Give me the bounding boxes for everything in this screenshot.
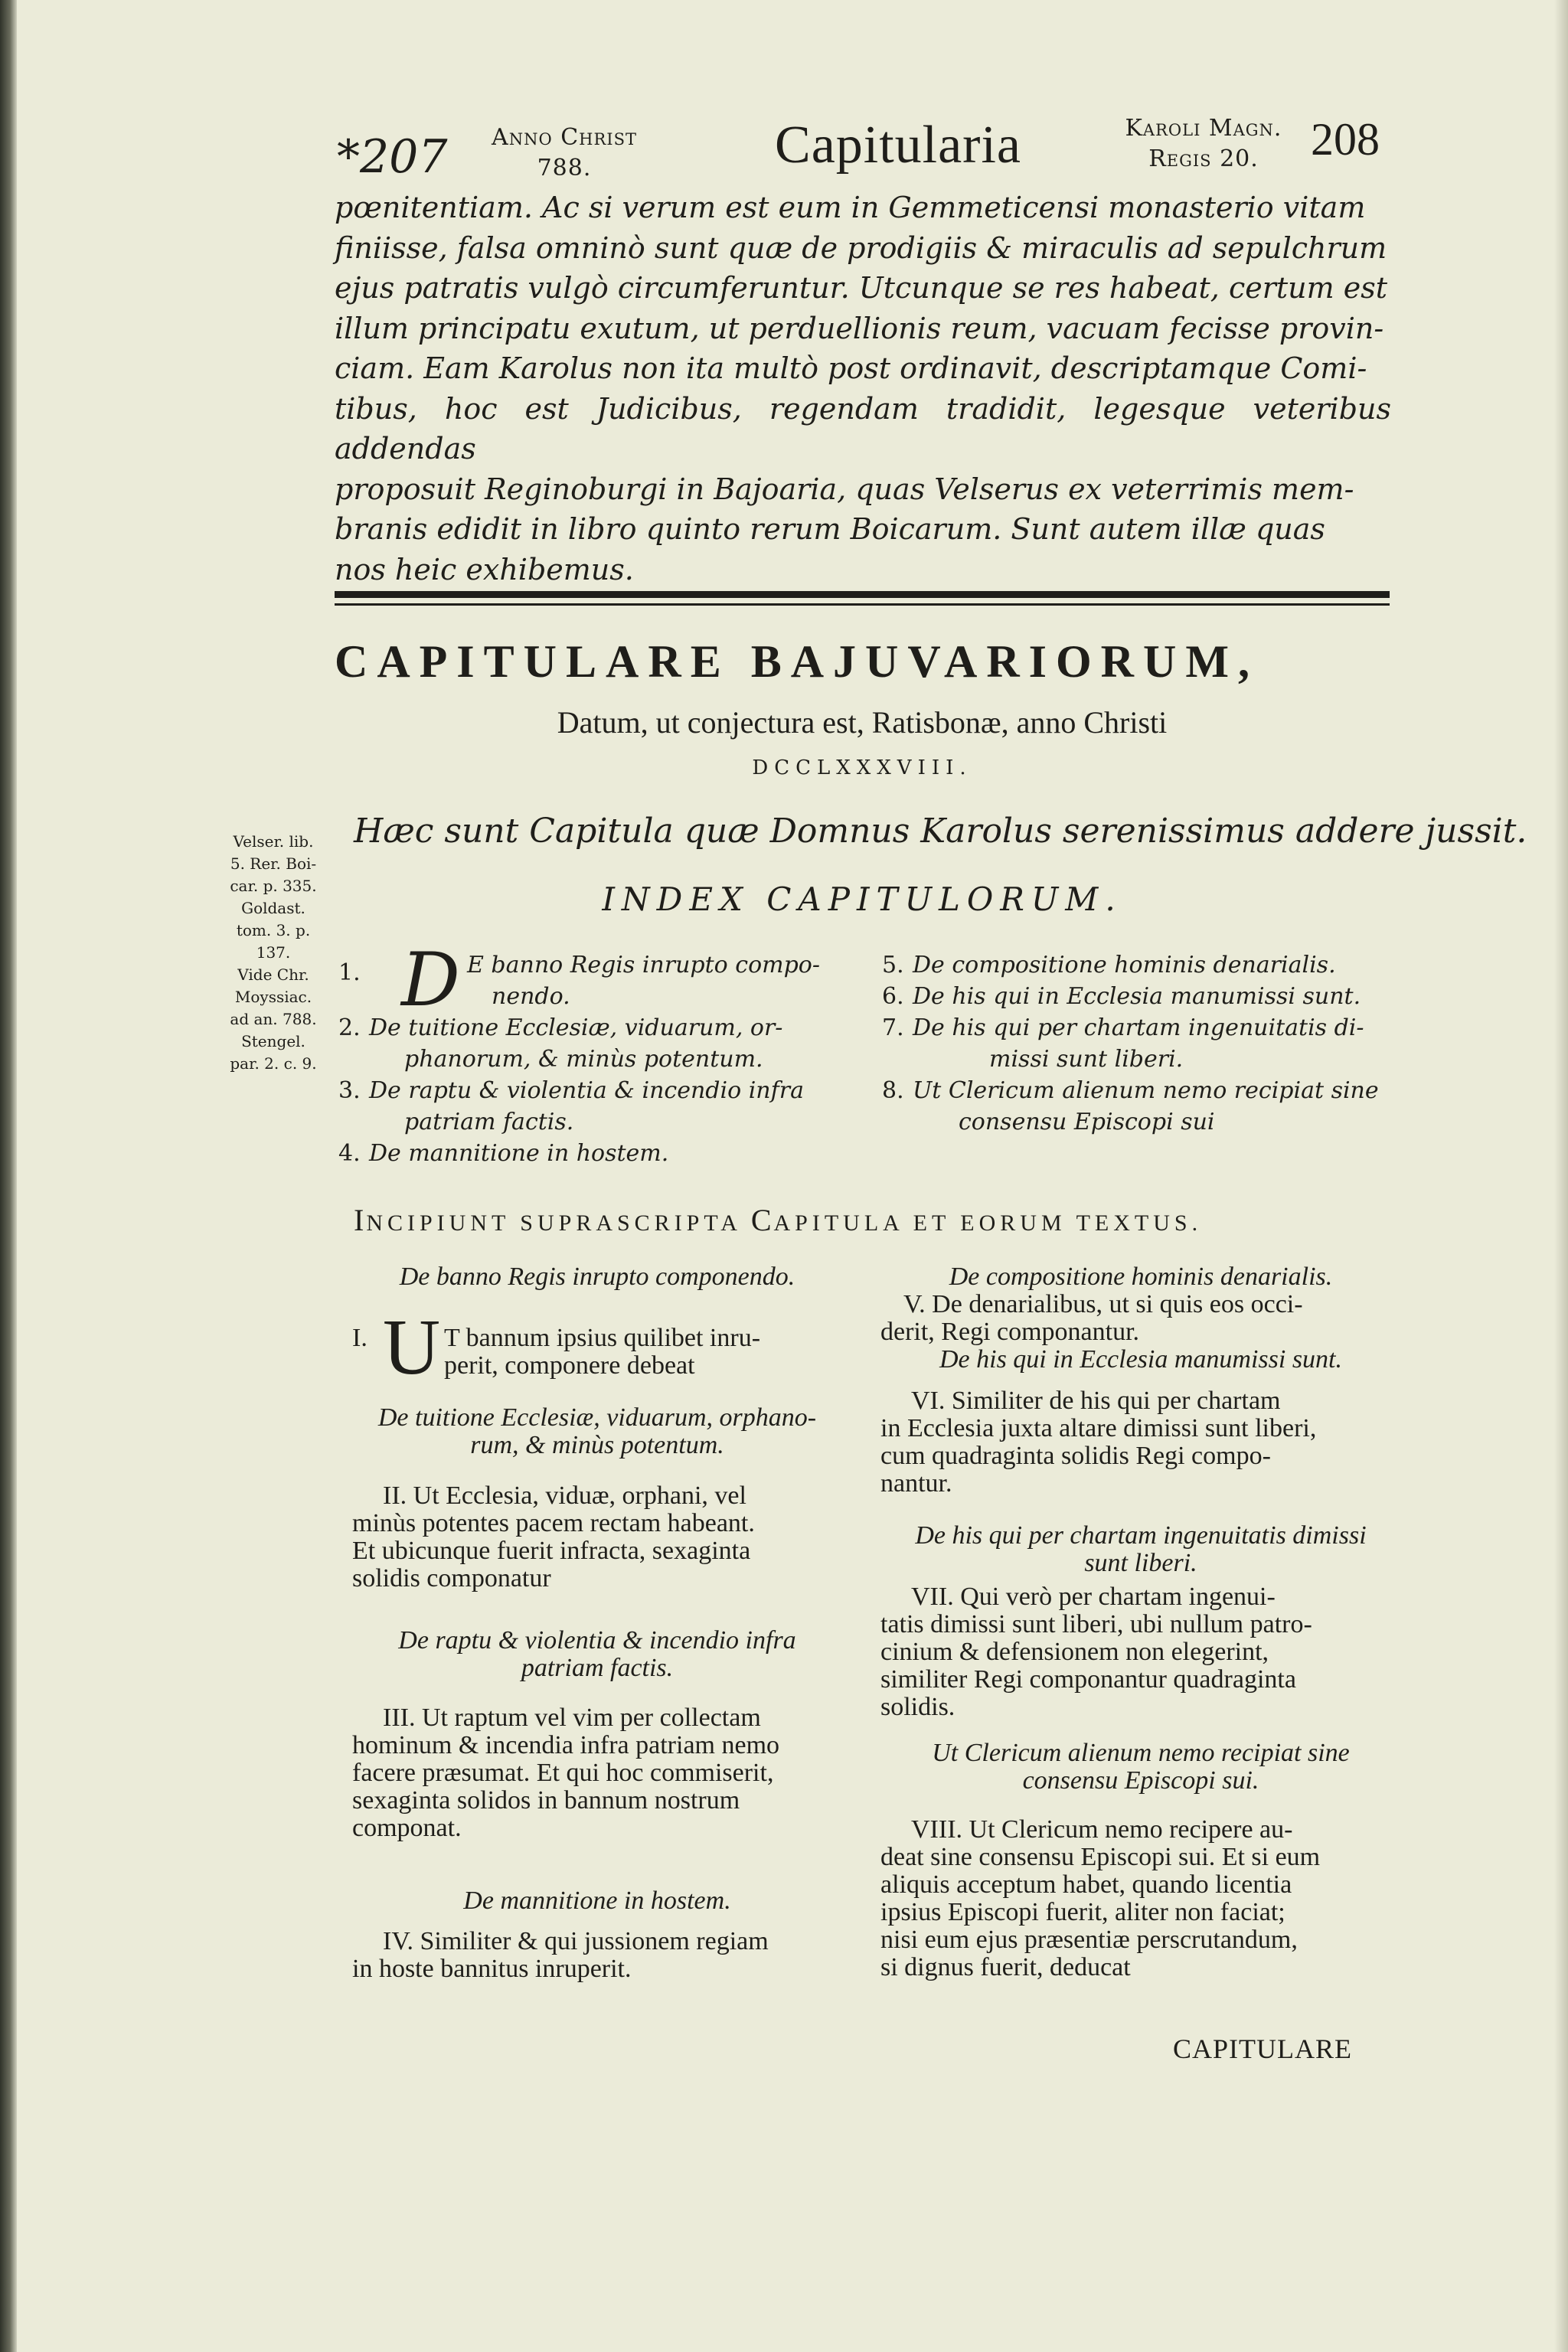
index-number: 1. [338, 959, 361, 986]
text-line: T bannum ipsius quilibet inru- [444, 1324, 761, 1352]
index-entry [338, 1012, 874, 1075]
anno-year: 788. [537, 155, 592, 181]
chapter-text-6 [880, 1387, 1401, 1498]
index-text: De tuitione Ecclesiæ, viduarum, or- [369, 1014, 783, 1041]
margin-note-line: ad an. 788. [230, 1010, 317, 1028]
text-line: aliquis acceptum habet, quando licentia [880, 1870, 1292, 1899]
text-line: V. De denarialibus, ut si quis eos occi- [903, 1290, 1303, 1318]
intro-paragraph [335, 188, 1391, 590]
margin-note-line: Velser. lib. [233, 832, 314, 851]
index-text: nendo. [492, 983, 570, 1010]
intro-line: ejus patratis vulgò circumferuntur. Utcunque se res habeat, certum est [335, 271, 1387, 305]
haec-sunt-capitula: Hæc sunt Capitula quæ Domnus Karolus serenissimus addere jussit. [354, 812, 1527, 851]
index-text: E banno Regis inrupto compo- [467, 952, 820, 978]
section-rule-thick [335, 591, 1390, 598]
intro-line: nos heic exhibemus. [335, 552, 634, 586]
text-line: tatis dimissi sunt liberi, ubi nullum patro- [880, 1610, 1312, 1638]
index-number: 5. [882, 952, 904, 978]
text-line: nantur. [880, 1469, 952, 1498]
text-line: si dignus fuerit, deducat [880, 1953, 1131, 1981]
index-text: De raptu & violentia & incendio infra [369, 1077, 804, 1104]
text-line: VI. Similiter de his qui per chartam [911, 1387, 1281, 1415]
chapter-heading [880, 1522, 1401, 1577]
running-head-title: Capitularia [775, 116, 1022, 175]
index-text: phanorum, & minùs potentum. [404, 1046, 763, 1073]
index-entry [338, 1075, 874, 1138]
chapter-heading [352, 1627, 842, 1682]
section-rule-thin [335, 603, 1390, 606]
incipit-word: NCIPIUNT [366, 1210, 510, 1236]
margin-note-line: Goldast. [241, 899, 305, 917]
chapter-text-7 [880, 1583, 1401, 1721]
text-line: cum quadraginta solidis Regi compo- [880, 1442, 1271, 1470]
margin-note-line: 5. Rer. Boi- [230, 854, 317, 873]
margin-note-line: car. p. 335. [230, 877, 317, 895]
chapter-text-2 [352, 1482, 842, 1592]
heading-line: De his qui per chartam ingenuitatis dimissi [915, 1521, 1367, 1550]
index-entry [338, 937, 874, 1023]
heading-line: consensu Episcopi sui. [1022, 1766, 1259, 1795]
index-heading: INDEX CAPITULORUM. [602, 880, 1122, 918]
index-text: De his qui per chartam ingenuitatis di- [913, 1014, 1364, 1041]
anno-christ-label: Anno Christ [492, 124, 637, 151]
incipit-heading [354, 1202, 1403, 1238]
margin-note-line: 137. [256, 943, 291, 962]
text-line: II. Ut Ecclesia, viduæ, orphani, vel [383, 1481, 746, 1510]
incipit-word: SUPRASCRIPTA [520, 1210, 741, 1236]
incipit-initial: C [750, 1203, 774, 1237]
text-line: facere præsumat. Et qui hoc commiserit, [352, 1759, 774, 1787]
chapter-number: I. [352, 1324, 368, 1352]
heading-line: sunt liberi. [1084, 1549, 1197, 1577]
index-number: 2. [338, 1014, 361, 1041]
regis-year: Regis 20. [1148, 145, 1259, 172]
chapter-text-8 [880, 1816, 1401, 1981]
incipit-initial: I [354, 1203, 367, 1237]
left-page-number: *207 [337, 130, 448, 184]
text-line: in hoste bannitus inruperit. [352, 1955, 632, 1983]
text-line: deat sine consensu Episcopi sui. Et si eum [880, 1843, 1321, 1871]
chapter-heading: De his qui in Ecclesia manumissi sunt. [939, 1345, 1343, 1374]
text-line: in Ecclesia juxta altare dimissi sunt liberi, [880, 1414, 1317, 1442]
page-edge-shadow [1554, 0, 1568, 2352]
intro-line: illum principatu exutum, ut perduellionis reum, vacuam fecisse provin- [335, 311, 1384, 345]
text-line: VII. Qui verò per chartam ingenui- [911, 1583, 1276, 1611]
chapter-heading [352, 1404, 842, 1459]
index-left-column [338, 937, 874, 1179]
karoli-magni-label: Karoli Magn. [1125, 115, 1282, 142]
intro-line: finiisse, falsa omninò sunt quæ de prodigiis & miraculis ad sepulchrum [335, 230, 1387, 265]
index-text: De compositione hominis denarialis. [913, 952, 1336, 978]
drop-initial-u: U [383, 1303, 441, 1391]
index-number: 7. [882, 1014, 904, 1041]
chapter-text-3 [352, 1704, 842, 1842]
text-line: nisi eum ejus præsentiæ perscrutandum, [880, 1926, 1298, 1954]
subtitle-year-numeral: DCCLXXXVIII. [752, 756, 972, 779]
chapter-heading [880, 1740, 1401, 1795]
margin-note-line: tom. 3. p. [236, 921, 311, 939]
chapter-heading: De banno Regis inrupto componendo. [399, 1263, 795, 1291]
index-text: De his qui in Ecclesia manumissi sunt. [913, 983, 1361, 1010]
right-page-number: 208 [1311, 114, 1380, 165]
text-line: cinium & defensionem non elegerint, [880, 1638, 1269, 1666]
chapter-text-1 [352, 1303, 842, 1391]
book-page [17, 0, 1568, 2352]
text-line: solidis componatur [352, 1564, 551, 1592]
catchword: CAPITULARE [1173, 2034, 1352, 2064]
chapter-heading: De mannitione in hostem. [463, 1886, 731, 1915]
index-text: missi sunt liberi. [989, 1046, 1184, 1073]
running-head-anno [465, 122, 664, 184]
text-line: solidis. [880, 1693, 956, 1721]
text-line: derit, Regi componantur. [880, 1318, 1140, 1346]
text-line: minùs potentes pacem rectam habeant. [352, 1509, 755, 1537]
intro-line: tibus, hoc est Judicibus, regendam tradidit, legesque veteribus addendas [335, 391, 1391, 466]
index-text: consensu Episcopi sui [959, 1109, 1215, 1135]
chapter-text-4 [352, 1928, 842, 1983]
heading-line: De raptu & violentia & incendio infra [398, 1626, 796, 1655]
margin-note-line: Moyssiac. [234, 988, 312, 1006]
margin-note-line: Stengel. [241, 1032, 305, 1050]
incipit-word: APITULA [773, 1210, 903, 1236]
index-number: 8. [882, 1077, 904, 1104]
text-line: Et ubicunque fuerit infracta, sexaginta [352, 1537, 751, 1565]
main-title: CAPITULARE BAJUVARIORUM, [335, 636, 1259, 687]
margin-note-line: par. 2. c. 9. [230, 1054, 317, 1073]
intro-line: proposuit Reginoburgi in Bajoaria, quas Velserus ex veterrimis mem- [335, 472, 1354, 506]
text-line: VIII. Ut Clericum nemo recipere au- [911, 1815, 1293, 1844]
index-text: De mannitione in hostem. [369, 1140, 669, 1167]
book-gutter-edge [0, 0, 17, 2352]
incipit-word: ET EORUM TEXTUS. [913, 1210, 1203, 1236]
index-number: 4. [338, 1140, 361, 1167]
index-text: patriam factis. [404, 1109, 574, 1135]
text-right-column [880, 1263, 1401, 2014]
index-right-column [882, 949, 1403, 1141]
heading-line: De tuitione Ecclesiæ, viduarum, orphano- [377, 1403, 817, 1432]
heading-line: rum, & minùs potentum. [470, 1431, 724, 1459]
index-number: 6. [882, 983, 904, 1010]
intro-line: pœnitentiam. Ac si verum est eum in Gemmeticensi monasterio vitam [335, 191, 1366, 224]
text-line: ipsius Episcopi fuerit, aliter non faciat; [880, 1898, 1285, 1926]
text-line: similiter Regi componantur quadraginta [880, 1665, 1296, 1694]
index-number: 3. [338, 1077, 361, 1104]
chapter-heading: De compositione hominis denarialis. [949, 1263, 1333, 1291]
running-head-karoli [1089, 113, 1318, 175]
text-line: III. Ut raptum vel vim per collectam [383, 1704, 761, 1732]
chapter-text-5 [880, 1291, 1401, 1346]
heading-line: patriam factis. [521, 1654, 674, 1682]
margin-note-line: Vide Chr. [237, 965, 309, 984]
drop-initial-d: D [401, 937, 460, 1023]
text-line: perit, componere debeat [444, 1351, 695, 1380]
text-line: sexaginta solidos in bannum nostrum [352, 1786, 740, 1815]
text-line: hominum & incendia infra patriam nemo [352, 1731, 780, 1759]
index-text: Ut Clericum alienum nemo recipiat sine [913, 1077, 1379, 1104]
text-line: IV. Similiter & qui jussionem regiam [383, 1927, 769, 1955]
margin-note [212, 831, 335, 1075]
subtitle: Datum, ut conjectura est, Ratisbonæ, anno Christi [557, 705, 1168, 740]
heading-line: Ut Clericum alienum nemo recipiat sine [932, 1739, 1350, 1767]
text-line: componat. [352, 1814, 462, 1842]
index-entry [338, 1138, 874, 1169]
intro-line: branis edidit in libro quinto rerum Boicarum. Sunt autem illæ quas [335, 512, 1325, 546]
text-left-column [352, 1263, 842, 2006]
intro-line: ciam. Eam Karolus non ita multò post ordinavit, descriptamque Comi- [335, 351, 1367, 385]
